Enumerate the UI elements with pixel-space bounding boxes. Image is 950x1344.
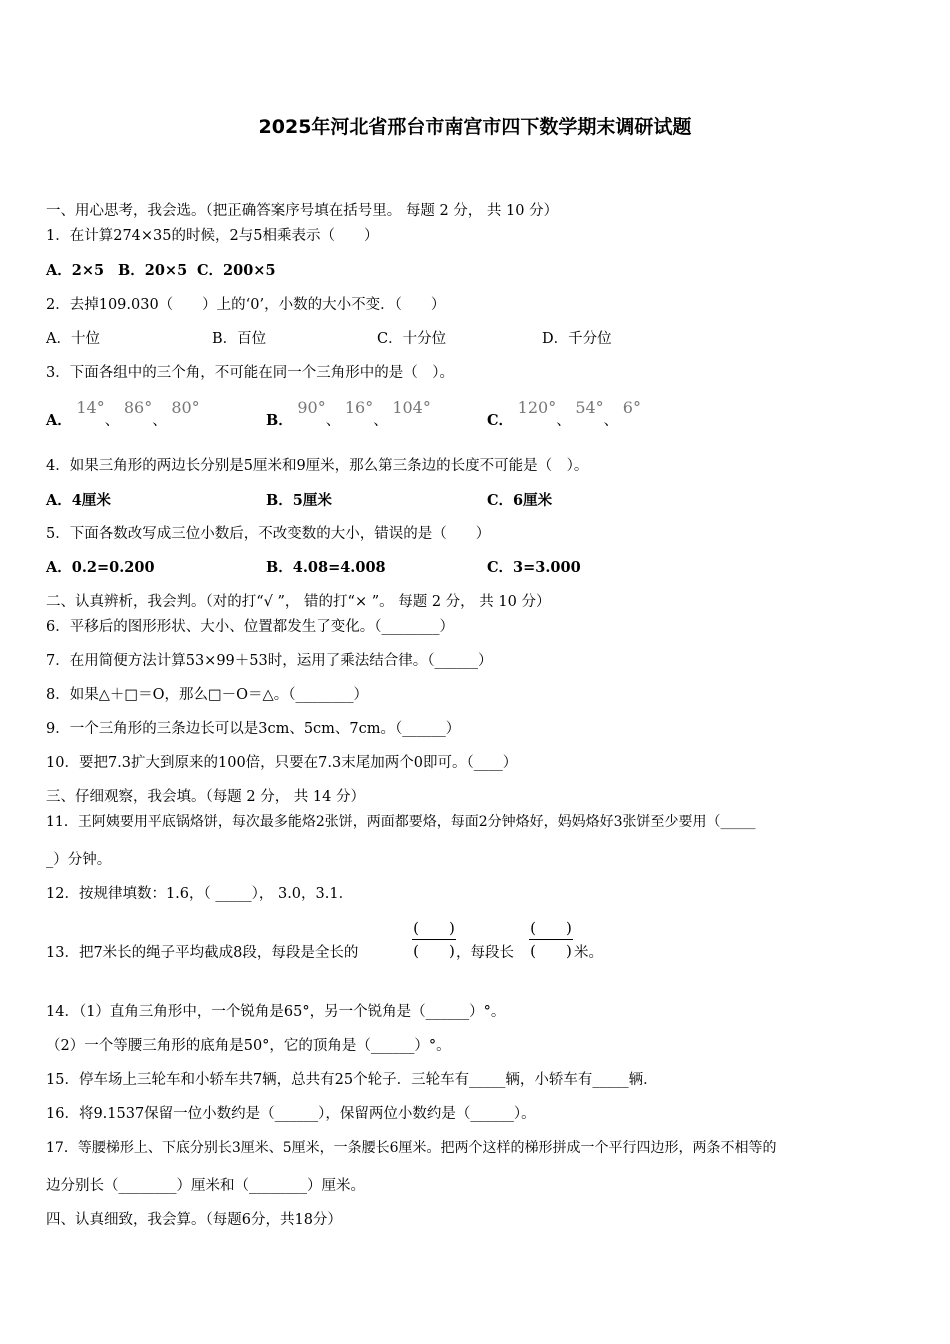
q2-option-b: B．百位	[212, 331, 267, 347]
question-7: 7．在用简便方法计算53×99＋53时，运用了乘法结合律。（______）	[46, 653, 493, 669]
q1-option-a: A．2×5	[46, 262, 105, 279]
question-15: 15．停车场上三轮车和小轿车共7辆，总共有25个轮子．三轮车有_____辆，小轿车有_____辆．	[46, 1072, 658, 1088]
question-8: 8．如果△＋□＝O，那么□－O＝△。（________）	[46, 687, 368, 703]
section-2-heading: 二、认真辨析，我会判。（对的打“√ ”， 错的打“× ”。 每题 2 分， 共 10 分）	[46, 594, 551, 610]
question-1: 1．在计算274×35的时候，2与5相乘表示（ ）	[46, 228, 379, 244]
section-1-heading: 一、用心思考，我会选。（把正确答案序号填在括号里。 每题 2 分， 共 10 分）	[46, 203, 559, 219]
section-3-heading: 三、仔细观察，我会填。（每题 2 分， 共 14 分）	[46, 789, 365, 805]
question-13-middle: ，每段长	[456, 945, 514, 961]
q13-fraction-1: ( ) ( )	[413, 919, 455, 960]
q2-option-a: A．十位	[46, 331, 100, 347]
q1-option-c: C．200×5	[197, 262, 276, 279]
q3-option-a: A． 14°、 86°、 80°	[46, 398, 200, 429]
q4-option-c: C．6厘米	[487, 492, 553, 509]
question-11-continued: _）分钟。	[46, 852, 112, 868]
q5-option-c: C．3=3.000	[487, 559, 581, 576]
question-16: 16．将9.1537保留一位小数约是（______），保留两位小数约是（______）。	[46, 1106, 536, 1122]
q5-option-a: A．0.2=0.200	[46, 559, 155, 576]
question-4: 4．如果三角形的两边长分别是5厘米和9厘米，那么第三条边的长度不可能是（ ）。	[46, 458, 589, 474]
q3-option-c: C． 120°、 54°、 6°	[487, 398, 641, 429]
question-9: 9．一个三角形的三条边长可以是3cm、5cm、7cm。（______）	[46, 721, 461, 737]
question-13: 13．把7米长的绳子平均截成8段，每段是全长的	[46, 945, 359, 961]
question-10: 10．要把7.3扩大到原来的100倍，只要在7.3末尾加两个0即可。（____）	[46, 755, 518, 771]
q1-option-b: B．20×5	[118, 262, 188, 279]
page-title: 2025年河北省邢台市南宫市四下数学期末调研试题	[258, 116, 692, 138]
question-11: 11．王阿姨要用平底锅烙饼，每次最多能烙2张饼，两面都要烙，每面2分钟烙好，妈妈烙好3张饼至少要用（_____	[46, 814, 756, 830]
q4-option-a: A．4厘米	[46, 492, 111, 509]
question-2: 2．去掉109.030（ ）上的‘0’，小数的大小不变．（ ）	[46, 297, 446, 313]
question-14-part-2: （2）一个等腰三角形的底角是50°，它的顶角是（______）°。	[46, 1038, 451, 1054]
question-3: 3．下面各组中的三个角，不可能在同一个三角形中的是（ ）。	[46, 365, 454, 381]
question-17-continued: 边分别长（________）厘米和（________）厘米。	[46, 1178, 365, 1194]
question-5: 5．下面各数改写成三位小数后，不改变数的大小，错误的是（ ）	[46, 526, 491, 542]
q2-option-d: D．千分位	[542, 331, 612, 347]
q5-option-b: B．4.08=4.008	[266, 559, 386, 576]
q3-option-b: B． 90°、 16°、 104°	[266, 398, 431, 429]
q13-fraction-2: ( ) ( )	[530, 919, 572, 960]
q4-option-b: B．5厘米	[266, 492, 332, 509]
question-12: 12．按规律填数：1.6，（ _____）， 3.0，3.1．	[46, 886, 354, 902]
q2-option-c: C．十分位	[377, 331, 447, 347]
question-14-part-1: 14．（1）直角三角形中，一个锐角是65°，另一个锐角是（______）°。	[46, 1004, 506, 1020]
question-17: 17．等腰梯形上、下底分别长3厘米、5厘米，一条腰长6厘米。把两个这样的梯形拼成一个平行四边形，两条不相等的	[46, 1140, 777, 1156]
question-13-end: 米。	[574, 945, 603, 961]
question-6: 6．平移后的图形形状、大小、位置都发生了变化。（________）	[46, 619, 454, 635]
section-4-heading: 四、认真细致，我会算。（每题6分，共18分）	[46, 1212, 342, 1228]
